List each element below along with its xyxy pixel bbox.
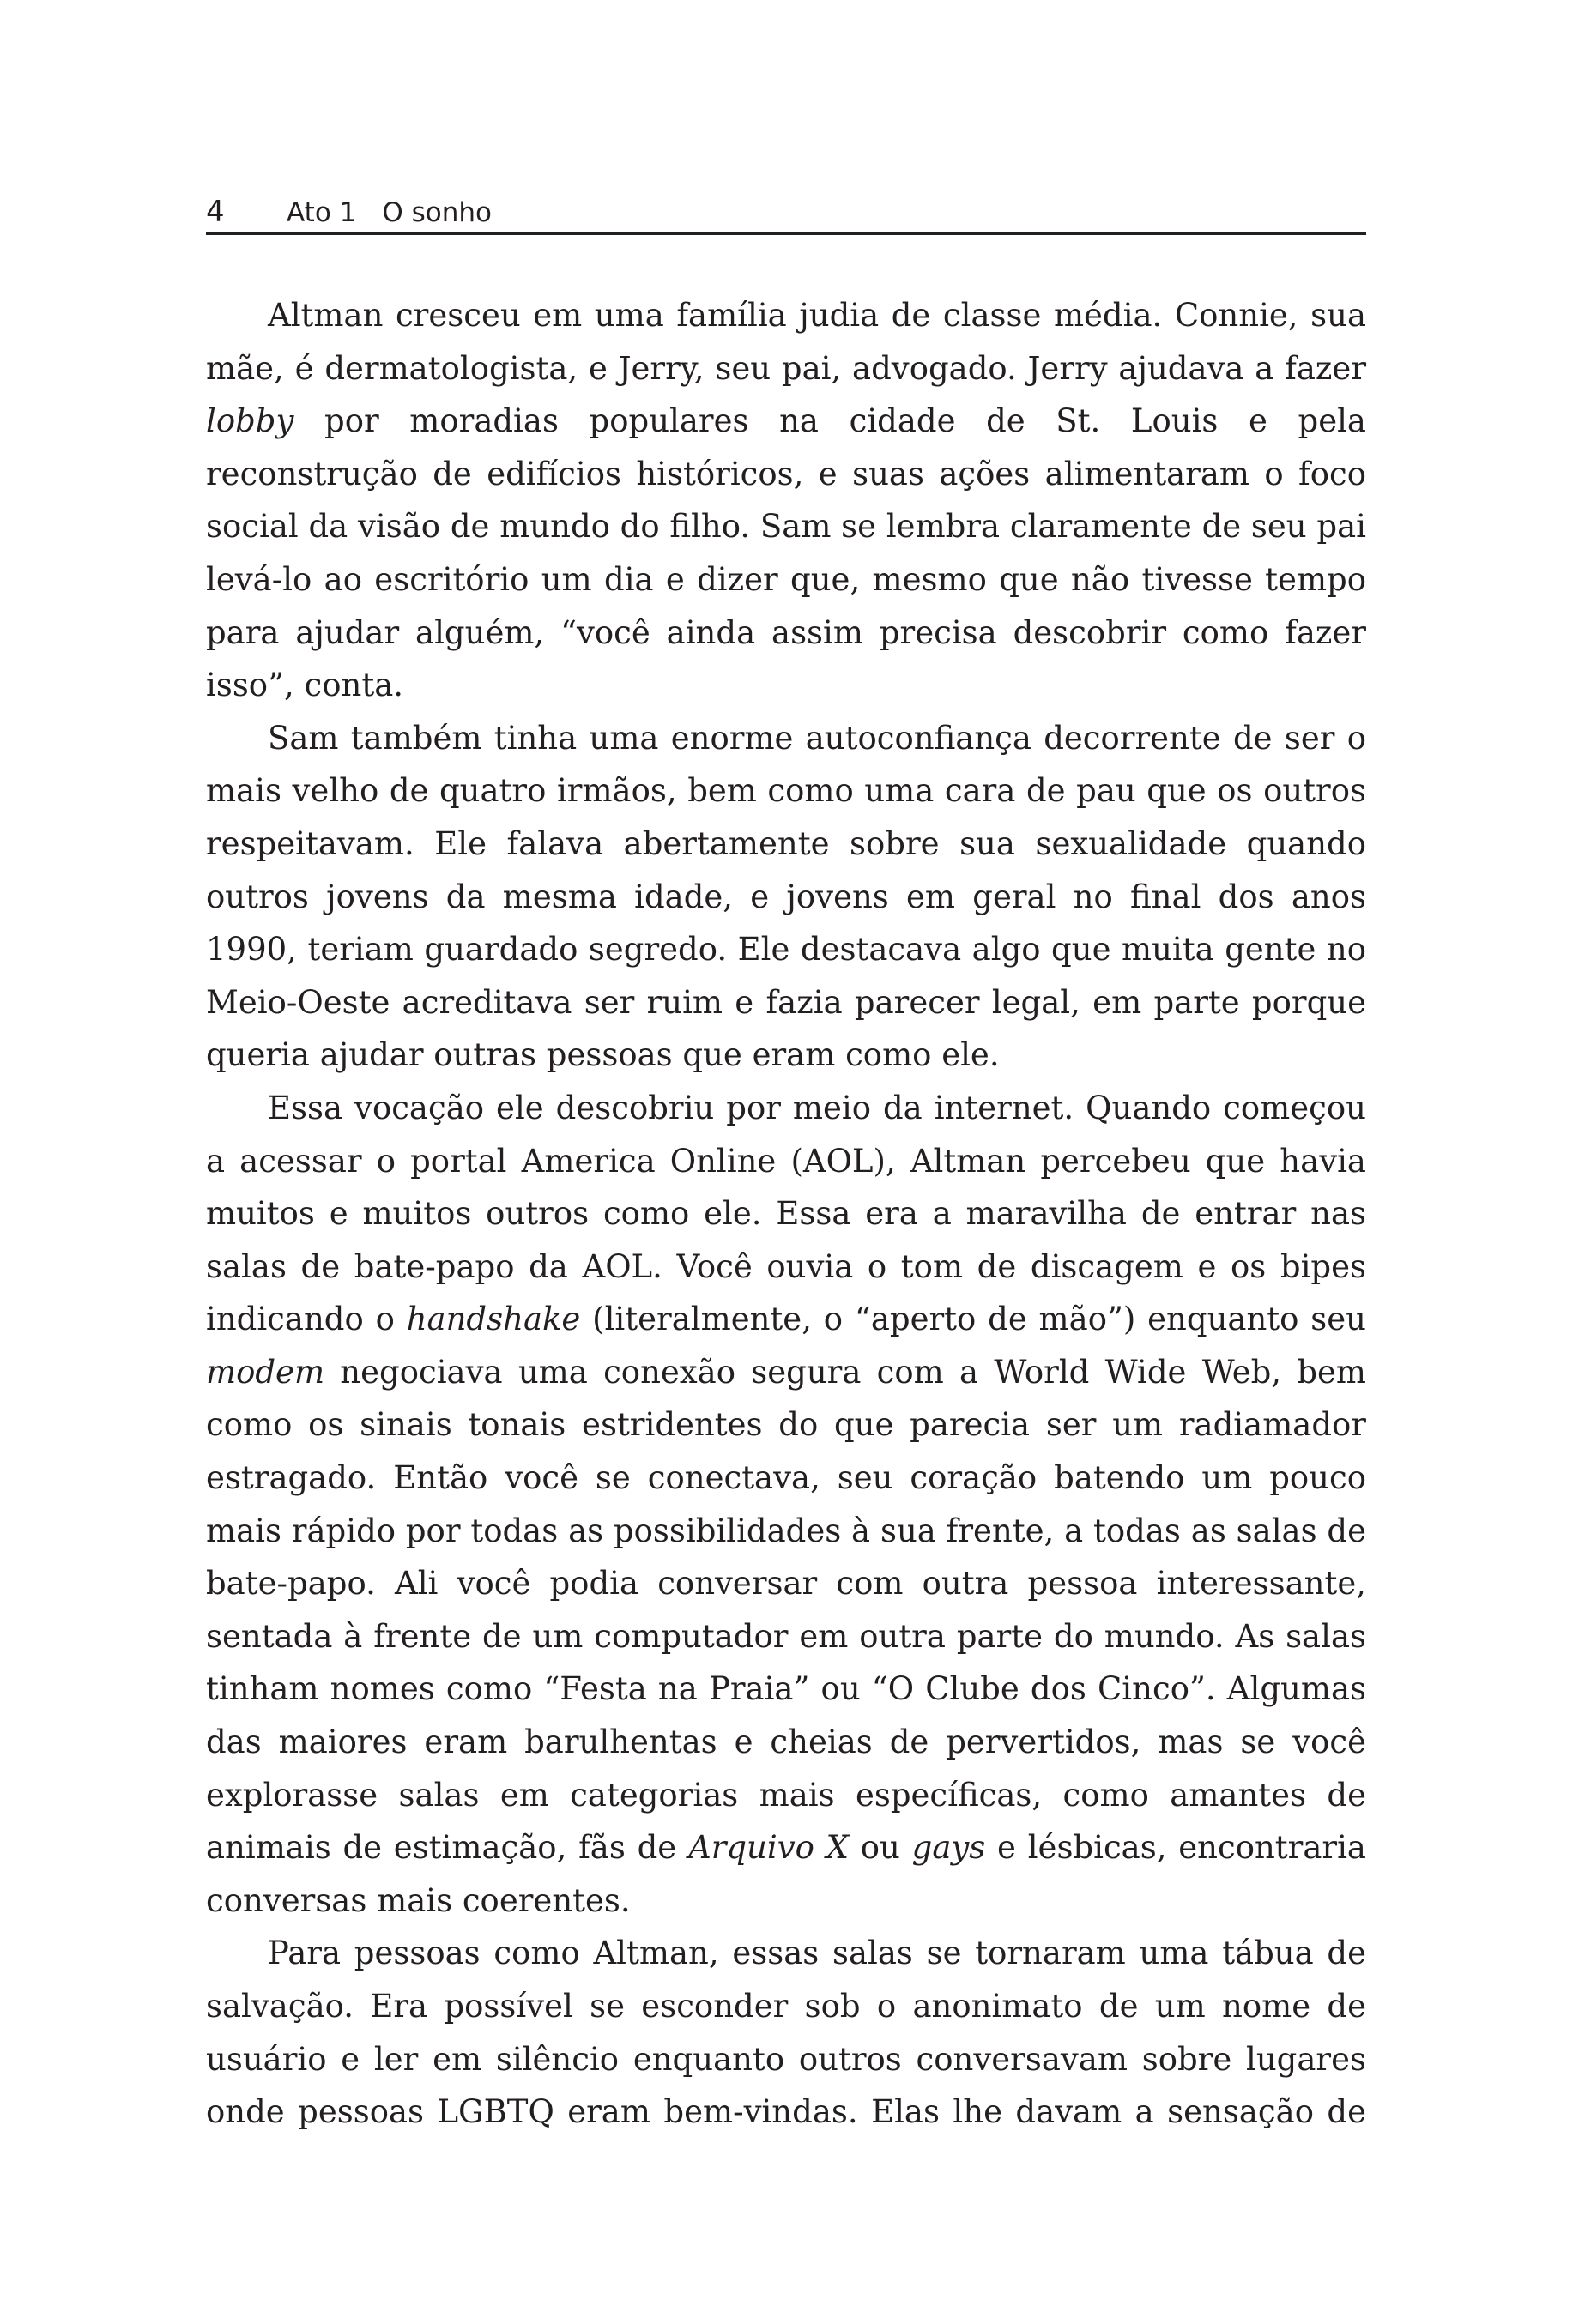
text-run: Altman cresceu em uma família judia de classe média. Connie, sua mãe, é dermatologista, e Jerry, seu pai, advogado. Jerry ajudava a fazer [206,297,1366,387]
text-run: Sam também tinha uma enorme autoconfiança decorrente de ser o mais velho de quatro irmãos, bem como uma cara de pau que os outros respeitavam. Ele falava abertamente sobre sua sexualidade quando outros jovens da mesma idade, e jovens em geral no final dos anos 1990, teriam guardado segredo. Ele destacava algo que muita gente no Meio-Oeste acreditava ser ruim e fazia parecer legal, em parte porque queria ajudar outras pessoas que eram como ele. [206,719,1366,1074]
paragraph [206,712,1366,1082]
chapter-title: O sonho [382,197,493,228]
part-title: Ato 1 [287,197,357,228]
text-run: ou [849,1829,912,1867]
text-run: e lésbicas, encontraria conversas mais coerentes. [206,1829,1366,1919]
italic-term: modem [206,1353,325,1391]
text-run: negociava uma conexão segura com a World Wide Web, bem como os sinais tonais estridentes do que parecia ser um radiamador estragado. Então você se conectava, seu coração batendo um pouco mais rápido por todas as possibilidades à sua frente, a todas as salas de bate-papo. Ali você podia conversar com outra pessoa interessante, sentada à frente de um computador em outra parte do mundo. As salas tinham nomes como “Festa na Praia” ou “O Clube dos Cinco”. Algumas das maiores eram barulhentas e cheias de pervertidos, mas se você explorasse salas em categorias mais específicas, como amantes de animais de estimação, fãs de [206,1353,1366,1867]
italic-term: Arquivo X [687,1829,850,1867]
italic-term: lobby [206,402,294,440]
paragraph [206,289,1366,712]
text-run: Essa vocação ele descobriu por meio da internet. Quando começou a acessar o portal America Online (AOL), Altman percebeu que havia muitos e muitos outros como ele. Essa era a maravilha de entrar nas salas de bate-papo da AOL. Você ouvia o tom de discagem e os bipes indicando o [206,1089,1366,1338]
italic-term: handshake [406,1301,581,1338]
page-number: 4 [206,195,225,229]
text-run: (literalmente, o “aperto de mão”) enquanto seu [580,1301,1366,1338]
italic-term: gays [911,1829,986,1867]
paragraph [206,1927,1366,2138]
text-run: Para pessoas como Altman, essas salas se tornaram uma tábua de salvação. Era possível se esconder sob o anonimato de um nome de usuário e ler em silêncio enquanto outros conversavam sobre lugares onde pessoas LGBTQ eram bem-vindas. Elas lhe davam a sensação de [206,1935,1366,2131]
header-rule [206,232,1366,235]
body-text [206,289,1366,2139]
paragraph [206,1082,1366,1928]
running-head [206,190,1366,233]
text-run: por moradias populares na cidade de St. Louis e pela reconstrução de edifícios históricos, e suas ações alimentaram o foco social da visão de mundo do filho. Sam se lembra claramente de seu pai levá-lo ao escritório um dia e dizer que, mesmo que não tivesse tempo para ajudar alguém, “você ainda assim precisa descobrir como fazer isso”, conta. [206,402,1366,704]
